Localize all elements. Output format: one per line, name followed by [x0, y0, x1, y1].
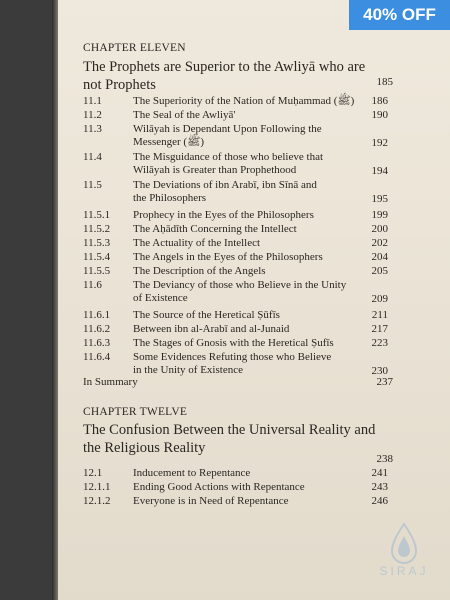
toc-entry-page: 194: [371, 165, 388, 177]
chapter-title-line: not Prophets: [83, 77, 156, 93]
toc-entry-number: 12.1: [83, 467, 103, 479]
toc-entry-page: 211: [371, 309, 388, 321]
toc-entry-title-line: The Seal of the Awliyā': [133, 109, 236, 121]
toc-entry-number: 11.5: [83, 179, 102, 191]
summary-page: 237: [376, 376, 393, 388]
toc-entry-page: 192: [371, 137, 388, 149]
toc-entry-number: 11.6.1: [83, 309, 111, 321]
toc-entry-page: 199: [371, 209, 388, 221]
summary-label: In Summary: [83, 376, 138, 388]
toc-entry-title-line: The Stages of Gnosis with the Heretical Ṣufīs: [133, 337, 334, 349]
toc-entry-title: [133, 251, 333, 264]
chapter-twelve-label: CHAPTER TWELVE: [83, 406, 188, 418]
toc-entry-title-line: The Source of the Heretical Ṣūfīs: [133, 309, 280, 321]
toc-entry-title: [133, 467, 333, 480]
toc-entry-number: 12.1.1: [83, 481, 111, 493]
discount-badge: 40% OFF: [349, 0, 450, 30]
toc-entry-number: 11.6: [83, 279, 102, 291]
toc-entry-page: 190: [371, 109, 388, 121]
toc-entry-title-line: of Existence: [133, 292, 188, 304]
toc-entry-number: 11.3: [83, 123, 102, 135]
toc-entry-title-line: Inducement to Repentance: [133, 467, 251, 479]
toc-entry-number: 11.5.5: [83, 265, 111, 277]
siraj-logo: [372, 520, 436, 584]
toc-entry-title-line: Ending Good Actions with Repentance: [133, 481, 305, 493]
toc-entry-title-line: The Deviancy of those who Believe in the Unity: [133, 279, 347, 291]
toc-entry-page: 209: [371, 293, 388, 305]
chapter-twelve-title: [83, 421, 393, 457]
flame-drop-icon: [372, 520, 436, 564]
toc-entry-title-line: Some Evidences Refuting those who Believe: [133, 351, 332, 363]
toc-entry-page: 223: [371, 337, 388, 349]
toc-entry-title: [133, 323, 333, 336]
toc-entry-page: 195: [371, 193, 388, 205]
toc-entry-title-line: in the Unity of Existence: [133, 364, 243, 376]
toc-entry-title-line: The Actuality of the Intellect: [133, 237, 261, 249]
toc-entry-title: [133, 95, 355, 108]
toc-entry-number: 11.5.3: [83, 237, 111, 249]
toc-entry-title: [133, 123, 333, 149]
toc-entry-title: [133, 481, 333, 494]
watermark-text: SIRAJ: [379, 564, 429, 578]
table-of-contents: [83, 0, 393, 600]
toc-entry-title: [133, 495, 333, 508]
toc-entry-number: 11.5.4: [83, 251, 111, 263]
toc-entry-title-line: The Angels in the Eyes of the Philosophers: [133, 251, 323, 263]
toc-entry-page: 204: [371, 251, 388, 263]
toc-entry-title: [133, 151, 333, 177]
toc-entry-title: [133, 237, 333, 250]
toc-entry-title-line: Prophecy in the Eyes of the Philosophers: [133, 209, 314, 221]
toc-entry-number: 11.6.2: [83, 323, 111, 335]
chapter-eleven-title: [83, 58, 393, 94]
toc-entry-number: 12.1.2: [83, 495, 111, 507]
chapter-twelve-page: 238: [376, 453, 393, 465]
toc-entry-number: 11.5.1: [83, 209, 111, 221]
chapter-title-line: the Religious Reality: [83, 440, 206, 456]
toc-entry-page: 243: [371, 481, 388, 493]
toc-entry-title-line: the Philosophers: [133, 192, 207, 204]
toc-entry-number: 11.4: [83, 151, 102, 163]
toc-entry-title: [133, 265, 333, 278]
toc-entry-page: 202: [371, 237, 388, 249]
toc-entry-title-line: The Misguidance of those who believe that: [133, 151, 324, 163]
toc-entry-title: [133, 279, 347, 305]
toc-entry-title-line: Everyone is in Need of Repentance: [133, 495, 289, 507]
toc-entry-title-line: Wilāyah is Greater than Prophethood: [133, 164, 297, 176]
chapter-eleven-page: 185: [376, 76, 393, 88]
toc-entry-title: [133, 223, 333, 236]
chapter-eleven-label: CHAPTER ELEVEN: [83, 42, 186, 54]
chapter-title-line: The Prophets are Superior to the Awliyā who are: [83, 59, 366, 75]
toc-entry-title-line: Between ibn al-Arabī and al-Junaid: [133, 323, 290, 335]
toc-entry-title: [133, 351, 333, 377]
toc-entry-title-line: The Description of the Angels: [133, 265, 266, 277]
toc-entry-page: 205: [371, 265, 388, 277]
toc-entry-number: 11.6.4: [83, 351, 111, 363]
toc-entry-title: [133, 309, 333, 322]
toc-entry-page: 241: [371, 467, 388, 479]
toc-entry-page: 200: [371, 223, 388, 235]
toc-entry-title-line: The Aḥādīth Concerning the Intellect: [133, 223, 297, 235]
toc-entry-title-line: The Superiority of the Nation of Muḥammad (ﷺ): [133, 95, 355, 107]
toc-entry-page: 217: [371, 323, 388, 335]
toc-entry-number: 11.5.2: [83, 223, 111, 235]
toc-entry-page: 246: [371, 495, 388, 507]
toc-entry-title: [133, 209, 333, 222]
toc-entry-title: [133, 337, 333, 350]
toc-entry-title-line: Wilāyah is Dependant Upon Following the: [133, 123, 322, 135]
toc-entry-title-line: The Deviations of ibn Arabī, ibn Sīnā and: [133, 179, 317, 191]
chapter-title-line: The Confusion Between the Universal Reality and: [83, 422, 376, 438]
toc-entry-title: [133, 109, 333, 122]
toc-entry-title-line: Messenger (ﷺ): [133, 136, 205, 148]
toc-entry-page: 186: [371, 95, 388, 107]
toc-entry-title: [133, 179, 333, 205]
toc-entry-number: 11.6.3: [83, 337, 111, 349]
toc-entry-number: 11.2: [83, 109, 102, 121]
toc-entry-page: 230: [371, 365, 388, 377]
toc-entry-number: 11.1: [83, 95, 102, 107]
